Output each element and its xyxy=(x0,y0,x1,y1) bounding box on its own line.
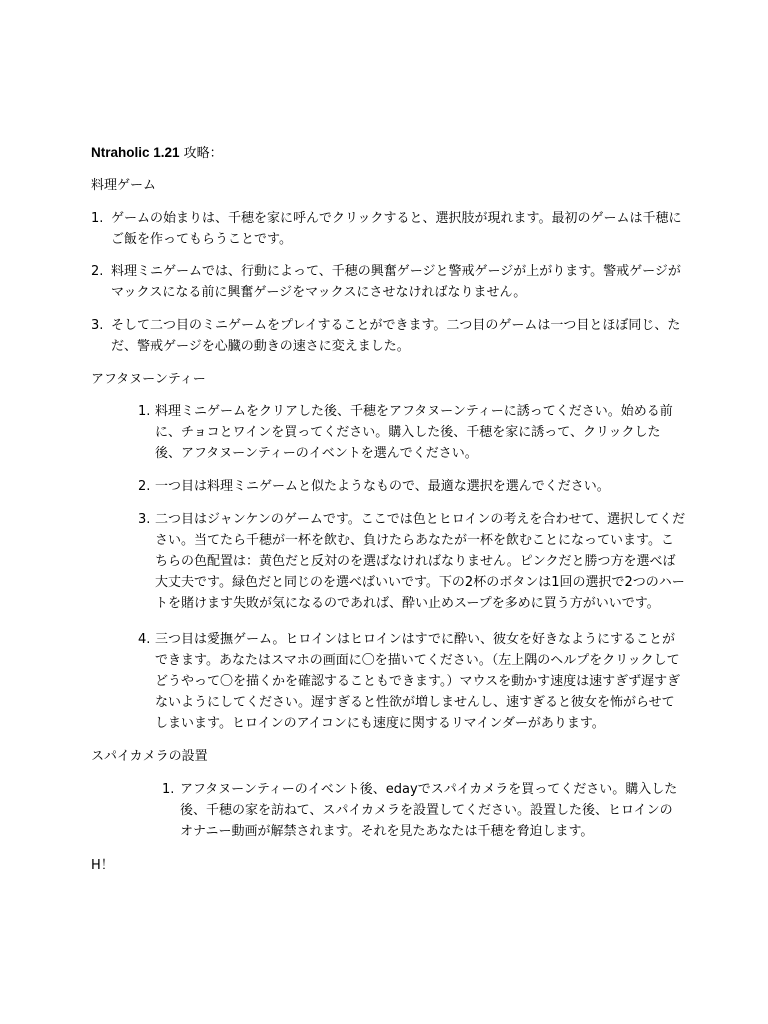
list-text: そして二つ目のミニゲームをプレイすることができます。二つ目のゲームは一つ目とほぼ同じ、ただ、警戒ゲージを心臓の動きの速さに変えました。 xyxy=(111,318,681,354)
list-item xyxy=(91,315,687,357)
list-text: 一つ目は料理ミニゲームと似たようなもので、最適な選択を選んでください。 xyxy=(155,479,610,494)
list-number: 4. xyxy=(138,632,151,647)
list-item xyxy=(91,261,687,303)
list-item xyxy=(138,401,686,464)
list-number: 1. xyxy=(91,211,104,226)
list-text: 三つ目は愛撫ゲーム。ヒロインはヒロインはすでに酔い、彼女を好きなようにすることができます。あなたはスマホの画面に〇を描いてください。（左上隅のヘルプをクリックしてどうやって〇を描くかを確認することもできます。）マウスを動かす速度は速すぎず遅すぎないようにしてください。遅すぎると性欲が増しませんし、速すぎると彼女を怖がらせてしまいます。ヒロインのアイコンにも速度に関するリマインダーがあります。 xyxy=(155,632,681,731)
list-number: 3. xyxy=(91,318,104,333)
list-item xyxy=(91,208,687,250)
section-heading-spy-camera: スパイカメラの設置 xyxy=(91,749,208,764)
list-number: 2. xyxy=(138,479,151,494)
list-text: 料理ミニゲームでは、行動によって、千穂の興奮ゲージと警戒ゲージが上がります。警戒ゲージがマックスになる前に興奮ゲージをマックスにさせなければなりません。 xyxy=(111,264,681,300)
list-item xyxy=(138,629,686,734)
list-item xyxy=(138,509,686,614)
list-text: 二つ目はジャンケンのゲームです。ここでは色とヒロインの考えを合わせて、選択してください。当てたら千穂が一杯を飲む、負けたらあなたが一杯を飲むことになっています。こちらの色配置は：黄色だと反対のを選ばなければなりません。ピンクだと勝つ方を選べば大丈夫です。緑色だと同じのを選べばいいです。下の2杯のボタンは1回の選択で2つのハートを賭けます失敗が気になるのであれば、酔い止めスープを多めに買う方がいいです。 xyxy=(155,512,686,611)
title-game-name: Ntraholic 1.21 xyxy=(91,145,180,160)
section-heading-cooking: 料理ゲーム xyxy=(91,178,157,193)
list-number: 1. xyxy=(162,782,175,797)
list-number: 1. xyxy=(138,404,151,419)
page-title xyxy=(91,142,691,164)
list-text: アフタヌーンティーのイベント後、edayでスパイカメラを買ってください。購入した後、千穂の家を訪ねて、スパイカメラを設置してください。設置した後、ヒロインのオナニー動画が解禁されます。それを見たあなたは千穂を脅迫します。 xyxy=(180,782,678,839)
section-heading-afternoon-tea: アフタヌーンティー xyxy=(91,372,206,387)
list-number: 2. xyxy=(91,264,104,279)
title-suffix: 攻略： xyxy=(179,146,223,161)
list-text: 料理ミニゲームをクリアした後、千穂をアフタヌーンティーに誘ってください。始める前に、チョコとワインを買ってください。購入した後、千穂を家に誘って、クリックした後、アフタヌーンティーのイベントを選んでください。 xyxy=(155,404,673,461)
list-number: 3. xyxy=(138,512,151,527)
list-text: ゲームの始まりは、千穂を家に呼んでクリックすると、選択肢が現れます。最初のゲームは千穂にご飯を作ってもらうことです。 xyxy=(111,211,682,247)
closing-text: H！ xyxy=(91,858,114,873)
list-item xyxy=(162,779,682,842)
list-item xyxy=(138,476,686,497)
